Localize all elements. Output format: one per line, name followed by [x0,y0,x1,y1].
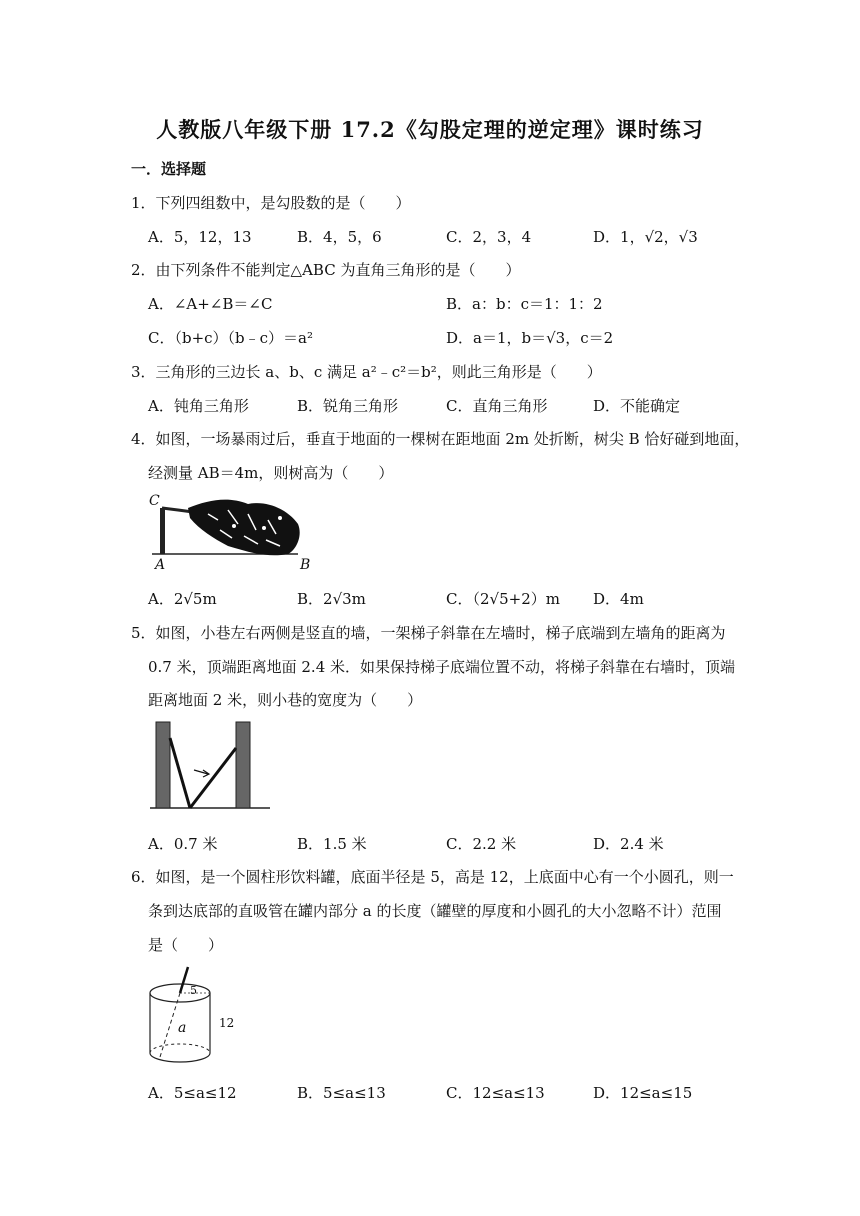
figure-label-radius: 5 [190,984,197,997]
q1-option-c: C．2，3，4 [446,228,532,246]
q1-option-a: A．5，12，13 [148,228,252,246]
q2-option-a: A．∠A+∠B＝∠C [148,295,273,313]
figure-label-height: 12 [219,1016,235,1030]
q2-option-b: B．a：b：c＝1：1：2 [446,295,603,313]
question-6-stem-line-2: 条到达底部的直吸管在罐内部分 a 的长度（罐壁的厚度和小圆孔的大小忽略不计）范围 [148,902,722,920]
q3-option-d: D．不能确定 [593,397,681,415]
q3-option-b: B．锐角三角形 [297,397,399,415]
question-5-stem-line-1: 5．如图，小巷左右两侧是竖直的墙，一架梯子斜靠在左墙时，梯子底端到左墙角的距离为 [131,624,726,642]
q3-option-c: C．直角三角形 [446,397,548,415]
q5-option-b: B．1.5 米 [297,835,367,853]
question-6-stem-line-3: 是（ ） [148,936,224,954]
section-heading: 一．选择题 [131,160,207,178]
question-5-stem-line-2: 0.7 米，顶端距离地面 2.4 米．如果保持梯子底端位置不动，将梯子斜靠在右墙时，顶端 [148,658,736,676]
q4-option-a: A．2√5m [148,590,217,608]
q3-option-a: A．钝角三角形 [148,397,249,415]
question-5-stem-line-3: 距离地面 2 米，则小巷的宽度为（ ） [148,691,423,709]
q2-option-d: D．a＝1，b＝√3，c＝2 [446,329,614,347]
q1-option-b: B．4，5，6 [297,228,382,246]
figure-label-a: A [155,557,166,573]
ladder-alley-figure [148,720,272,812]
question-3-stem: 3．三角形的三边长 a、b、c 满足 a²﹣c²＝b²，则此三角形是（ ） [131,363,602,381]
broken-tree-figure [148,490,311,573]
q6-option-d: D．12≤a≤15 [593,1084,693,1102]
q4-option-b: B．2√3m [297,590,366,608]
question-1-stem: 1．下列四组数中，是勾股数的是（ ） [131,194,411,212]
question-4-stem-line-2: 经测量 AB＝4m，则树高为（ ） [148,464,394,482]
q5-option-a: A．0.7 米 [148,835,218,853]
q6-option-a: A．5≤a≤12 [148,1084,237,1102]
question-6-stem-line-1: 6．如图，是一个圆柱形饮料罐，底面半径是 5，高是 12，上底面中心有一个小圆孔，则一 [131,868,734,886]
question-4-stem-line-1: 4．如图，一场暴雨过后，垂直于地面的一棵树在距地面 2m 处折断，树尖 B 恰好碰到地面， [131,430,750,448]
figure-label-c: C [149,493,160,509]
figure-label-b: B [300,557,311,573]
page-title: 人教版八年级下册 17.2《勾股定理的逆定理》课时练习 [156,117,704,142]
q1-option-d: D．1，√2，√3 [593,228,698,246]
q4-option-c: C．（2√5+2）m [446,590,560,608]
question-2-stem: 2．由下列条件不能判定△ABC 为直角三角形的是（ ） [131,261,521,279]
q2-option-c: C．（b+c）（b﹣c）＝a² [148,329,314,347]
q4-option-d: D．4m [593,590,644,608]
q6-option-c: C．12≤a≤13 [446,1084,545,1102]
q5-option-d: D．2.4 米 [593,835,664,853]
q5-option-c: C．2.2 米 [446,835,517,853]
figure-label-a-length: a [178,1020,187,1036]
q6-option-b: B．5≤a≤13 [297,1084,386,1102]
